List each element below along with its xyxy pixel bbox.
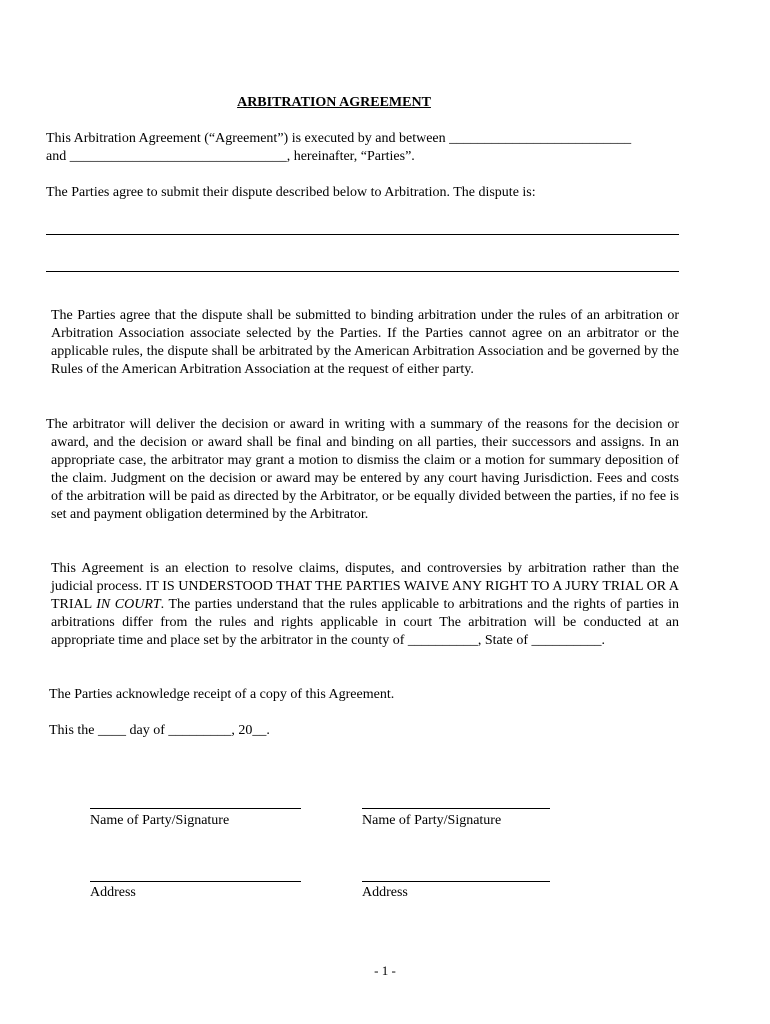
acknowledgement: The Parties acknowledge receipt of a copy of this Agreement. [49, 687, 395, 702]
address-label-left: Address [90, 885, 136, 900]
intro-line-1: This Arbitration Agreement (“Agreement”) is executed by and between __________________________ [46, 131, 632, 146]
paragraph-decision-award [46, 416, 679, 524]
dispute-blank-line-2 [46, 271, 679, 272]
intro-line-2: and _______________________________, hereinafter, “Parties”. [46, 149, 415, 164]
paragraph-decision-award-text: The arbitrator will deliver the decision or award in writing with a summary of the reasons for the decision or award, and the decision or award shall be final and binding on all parties, their successors and assigns. In an appropriate case, the arbitrator may grant a motion to dismiss the claim or a motion for summary deposition of the claim. Judgment on the decision or award may be entered by any court having Jurisdiction. Fees and costs of the arbitration will be paid as directed by the Arbitrator, or be equally divided between the parties, if no fee is set and payment obligation determined by the Arbitrator. [46, 417, 679, 522]
election-text-part2: . The parties understand that the rules applicable to arbitrations and the rights of parties in arbitrations differ from the rules and rights applicable in court The arbitration will be conducted at an appropriate time and place set by the arbitrator in the county of __________, State of __________. [51, 597, 679, 648]
election-text-part1: This Agreement is an election to resolve claims, disputes, and controversies by arbitration rather than the judicial process. IT IS UNDERSTOOD THAT THE PARTIES WAIVE ANY RIGHT TO A JURY TRIAL OR A TRIAL [51, 561, 679, 612]
dispute-blank-line-1 [46, 234, 679, 235]
signature-label-left: Name of Party/Signature [90, 813, 230, 828]
paragraph-election-text [51, 560, 679, 650]
dispute-intro: The Parties agree to submit their dispute described below to Arbitration. The dispute is: [46, 185, 536, 200]
address-label-right: Address [362, 885, 408, 900]
address-line-right [362, 881, 550, 882]
signature-line-left [90, 808, 301, 809]
page-number: - 1 - [374, 963, 396, 978]
election-text-italic: IN COURT [96, 597, 161, 612]
signature-label-right: Name of Party/Signature [362, 813, 502, 828]
address-line-left [90, 881, 301, 882]
paragraph-arbitration-rules [51, 307, 679, 379]
document-title: ARBITRATION AGREEMENT [237, 95, 431, 110]
paragraph-election [51, 560, 679, 650]
signature-line-right [362, 808, 550, 809]
date-line: This the ____ day of _________, 20__. [49, 723, 270, 738]
paragraph-arbitration-rules-text: The Parties agree that the dispute shall be submitted to binding arbitration under the rules of an arbitration or Arbitration Association associate selected by the Parties. If the Parties cannot agree on an arbitrator or the applicable rules, the dispute shall be arbitrated by the American Arbitration Association and be governed by the Rules of the American Arbitration Association at the request of either party. [51, 308, 679, 377]
